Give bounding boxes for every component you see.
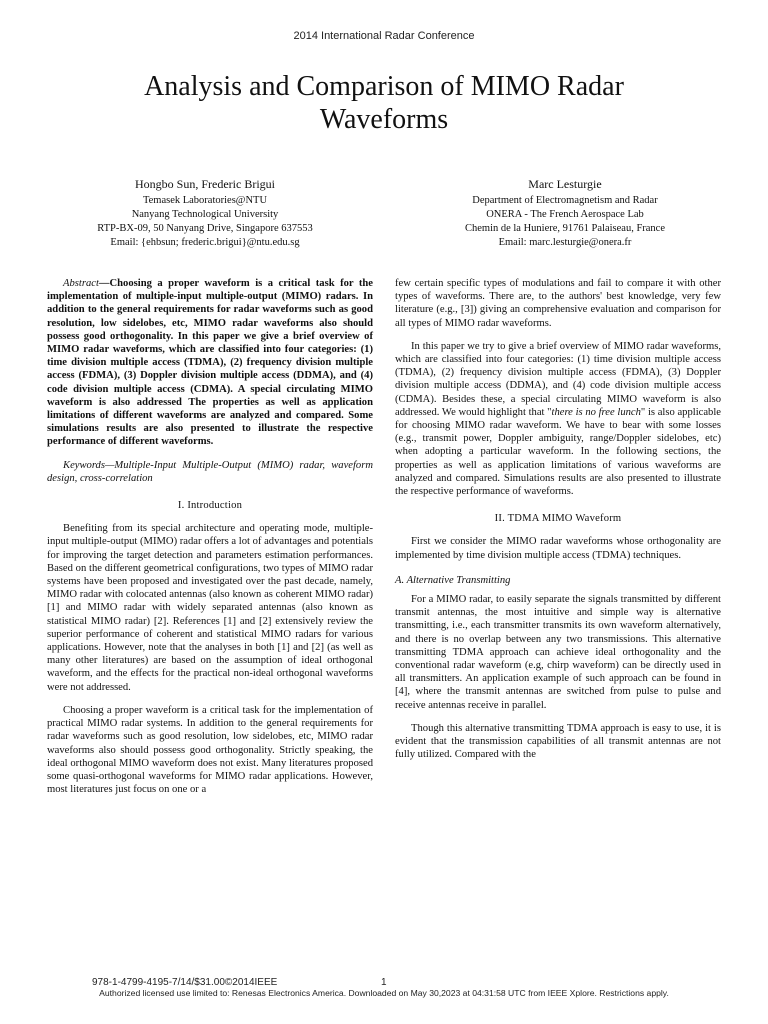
footer-isbn: 978-1-4799-4195-7/14/$31.00©2014IEEE xyxy=(92,977,278,988)
author-name: Marc Lesturgie xyxy=(528,177,602,191)
abstract-text: —Choosing a proper waveform is a critical task for the implementation of multiple-input multiple-output (MIMO) radars. In addition to the general requirements for radar waveforms such as good resolution, low sidelobes, etc, MIMO radar waveforms also should possess good orthogonality. In this paper we give a brief overview of MIMO radar waveforms, which are classified into four categories: (1) time division multiple access (TDMA), (2) frequency division multiple access (FDMA), (3) Doppler division multiple access (DDMA), and (4) code division multiple access (CDMA). A special circulating MIMO waveform is also addressed The properties as well as application limitations of different waveforms are analyzed and compared. Some simulations results are also presented to illustrate the respective performance of different waveforms. xyxy=(47,278,373,448)
author-block-1 xyxy=(40,176,370,250)
author-affiliation: ONERA - The French Aerospace Lab xyxy=(486,209,644,220)
paragraph: Benefiting from its special architecture and operating mode, multiple-input multiple-output (MIMO) radar offers a lot of advantages and potentials for improving the target detection and parameters estimation performances. Based on the different geometrical configurations, two types of MIMO radar systems have been proposed and investigated over the past decade, namely, MIMO radar with colocated antennas (also known as coherent MIMO radar) [1] and MIMO radar with widely separated antennas (also known as statistical MIMO radar) [2]. References [1] and [2] extensively review the superior performance of coherent and statistical MIMO radars for various applications. However, note that the analyses in both [1] and [2] (as well as many other literatures) are based on the assumption of ideal orthogonal waveform, and the effects for the practical non-ideal orthogonal waveforms were not addressed. xyxy=(47,523,373,693)
author-email: Email: {ehbsun; frederic.brigui}@ntu.edu.sg xyxy=(110,237,300,248)
author-affiliation: Temasek Laboratories@NTU xyxy=(142,195,268,206)
keywords: Keywords—Multiple-Input Multiple-Output (MIMO) radar, waveform design, cross-correlation xyxy=(47,459,373,484)
page-number: 1 xyxy=(381,977,387,988)
abstract-label: Abstract xyxy=(63,278,99,289)
paragraph: Though this alternative transmitting TDMA approach is easy to use, it is evident that the transmission capabilities of all transmit antennas are not fully utilized. Compared with the xyxy=(395,722,721,761)
subsection-heading: A. Alternative Transmitting xyxy=(395,574,511,586)
abstract xyxy=(47,277,373,449)
author-address: Chemin de la Huniere, 91761 Palaiseau, France xyxy=(464,223,666,234)
emphasis-text: there is no free lunch xyxy=(551,406,641,418)
author-affiliation: Nanyang Technological University xyxy=(131,209,279,220)
paragraph: Choosing a proper waveform is a critical task for the implementation of practical MIMO radar systems. In addition to the general requirements for radar waveforms such as good resolution, low sidelobes, etc, MIMO radar waveforms also should possess good orthogonality. Strictly speaking, the ideal orthogonal MIMO waveform does not exist. Many literatures proposed some quasi-orthogonal waveforms for MIMO radar applications. However, most literatures just focus on one or a xyxy=(47,704,373,796)
conference-header: 2014 International Radar Conference xyxy=(293,30,475,42)
left-column xyxy=(47,277,373,806)
author-block-2 xyxy=(395,176,735,250)
section-heading-introduction: I. Introduction xyxy=(177,500,243,512)
author-name: Hongbo Sun, Frederic Brigui xyxy=(135,177,275,191)
paragraph: For a MIMO radar, to easily separate the signals transmitted by different transmit antennas, the most intuitive and simple way is alternative transmitting, i.e., each transmitter transmits its own waveform alternatively, and there is no overlap between any two transmissions. This alternative transmitting TDMA approach can achieve ideal orthogonality and the conventional radar waveform (e.g, chirp waveform) can be directly used in all transmitters. An application example of such approach can be found in [4], where the transmit antennas are switched from pulse to pulse and receive antennas receive in parallel. xyxy=(395,594,721,711)
section-heading-tdma: II. TDMA MIMO Waveform xyxy=(494,513,622,525)
right-column xyxy=(395,277,721,772)
paragraph xyxy=(395,340,721,498)
paragraph: First we consider the MIMO radar waveforms whose orthogonality are implemented by time division multiple access (TDMA) techniques. xyxy=(395,536,721,561)
author-address: RTP-BX-09, 50 Nanyang Drive, Singapore 637553 xyxy=(97,223,313,234)
license-notice: Authorized licensed use limited to: Renesas Electronics America. Downloaded on May 30,2023 at 04:31:58 UTC from IEEE Xplore. Restrictions apply. xyxy=(99,988,669,998)
paper-title: Analysis and Comparison of MIMO Radar Waveforms xyxy=(144,71,624,135)
paragraph: few certain specific types of modulations and fail to compare it with other types of waveforms. There are, to the authors' best knowledge, very few literature (e.g., [3]) giving an comprehensive evaluation and comparison for all types of MIMO radar waveforms. xyxy=(395,278,721,329)
author-email: Email: marc.lesturgie@onera.fr xyxy=(498,237,632,248)
paragraph-text: " is also applicable for choosing MIMO radar waveform. We have to bear with some losses (e.g., transmit power, Doppler ambiguity, range/Doppler sidelobes, etc) when adopting a particular waveform. In the following sections, the properties as well as application limitations of various waveforms are analyzed and compared. Simulations results are also presented to illustrate the respective performance of waveforms. xyxy=(395,406,721,498)
author-affiliation: Department of Electromagnetism and Radar xyxy=(472,195,658,206)
paragraph-text: In this paper we try to give a brief overview of MIMO radar waveforms, which are classified into four categories: (1) time division multiple access (TDMA), (2) frequency division multiple access (FDMA), (3) Doppler division multiple access (DDMA), and (4) code division multiple access (CDMA). Besides these, a special circulating MIMO waveform is also addressed. We would highlight that " xyxy=(395,340,721,418)
